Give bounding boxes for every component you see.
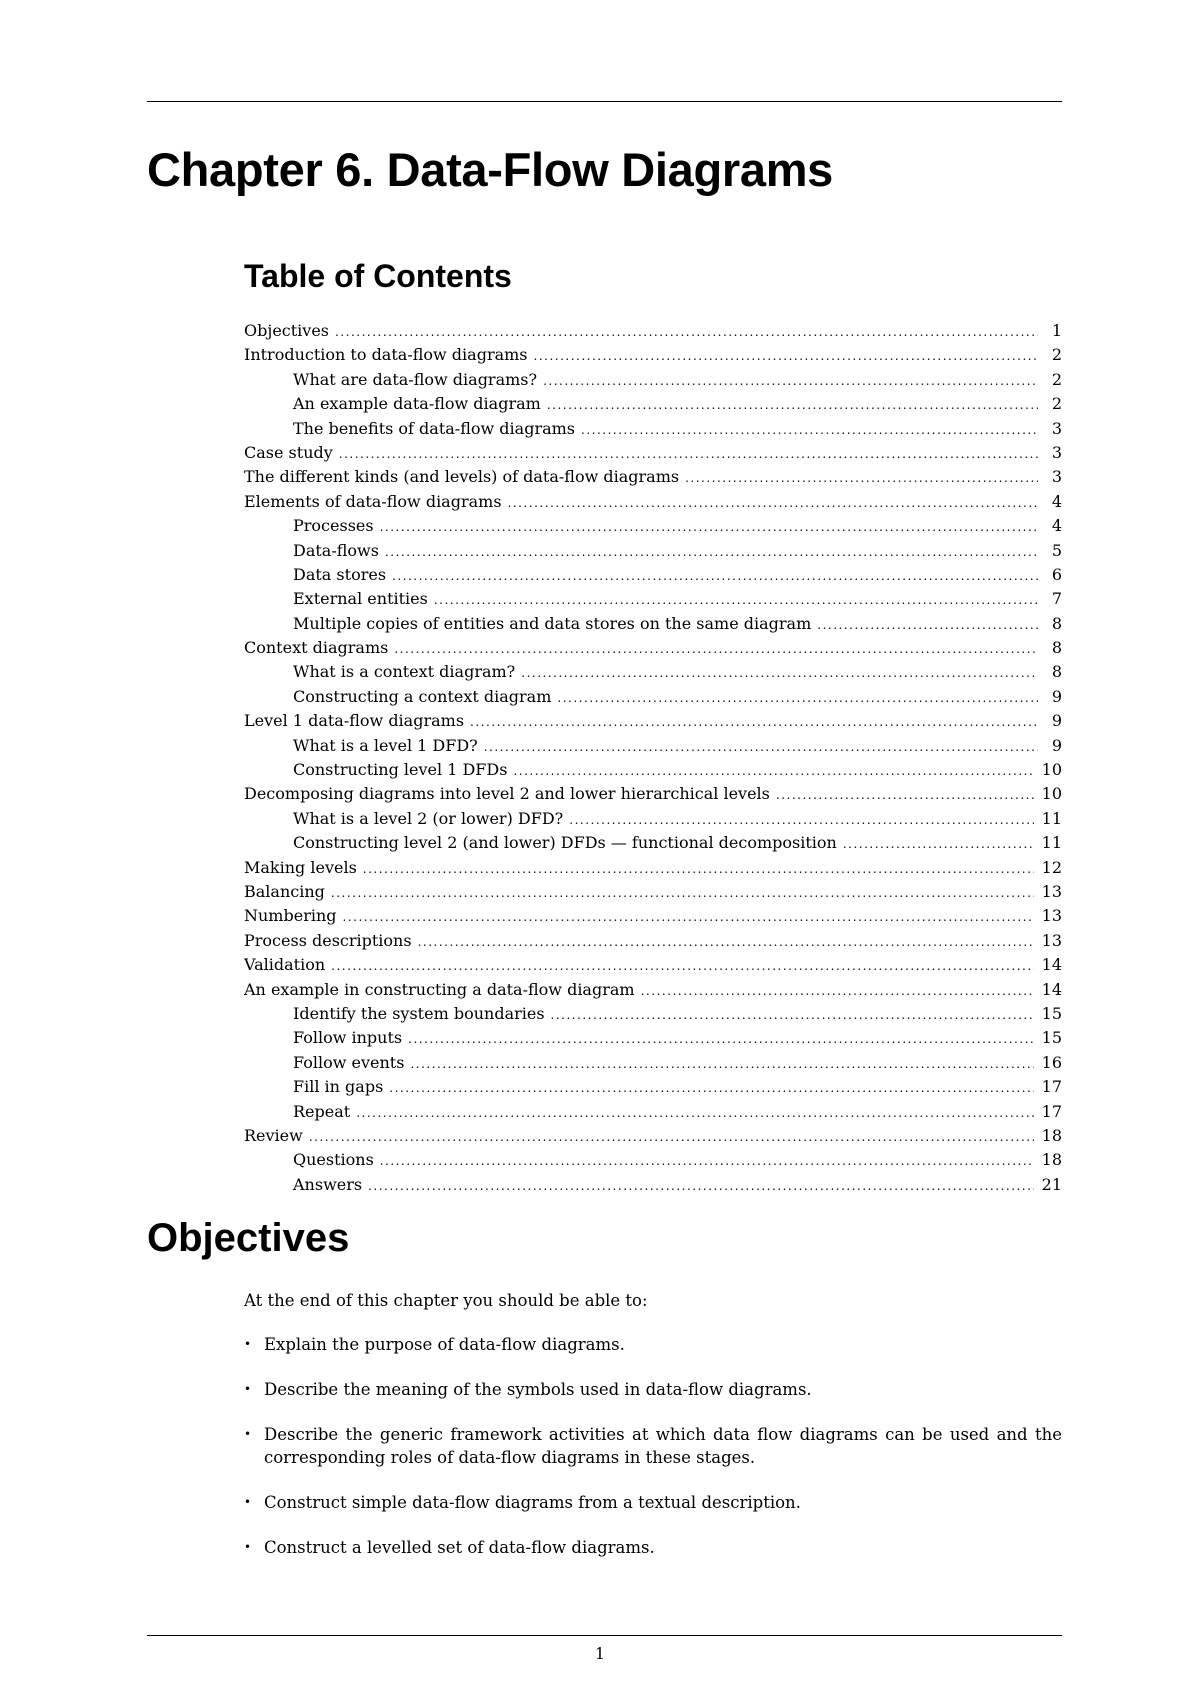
toc-entry-link[interactable]: Fill in gaps	[293, 1077, 384, 1097]
toc-entry-page[interactable]: 14	[1041, 955, 1062, 975]
toc-entry-page[interactable]: 9	[1051, 686, 1062, 706]
toc-entry-page[interactable]: 1	[1051, 321, 1062, 340]
toc-entry-page[interactable]: 18	[1041, 1125, 1062, 1145]
toc-entry[interactable]	[244, 953, 1062, 977]
toc-entry-link[interactable]: An example data-flow diagram	[293, 394, 541, 414]
toc-entry[interactable]	[244, 612, 1062, 636]
toc-dot-leader	[363, 857, 1034, 880]
objective-item	[244, 1536, 1062, 1559]
toc-entry-page[interactable]: 10	[1041, 760, 1062, 780]
toc-entry-page[interactable]: 17	[1041, 1077, 1062, 1097]
toc-dot-leader	[581, 418, 1038, 441]
toc-dot-leader	[817, 613, 1038, 636]
toc-entry-link[interactable]: Review	[244, 1125, 303, 1145]
toc-dot-leader	[685, 466, 1038, 489]
toc-heading: Table of Contents	[244, 258, 512, 294]
toc-entry-page[interactable]: 13	[1041, 930, 1062, 950]
objective-text: Describe the generic framework activities at which data flow diagrams can be used and the corresponding roles of data-flow diagrams in these stages.	[264, 1425, 1062, 1467]
toc-entry[interactable]	[244, 929, 1062, 953]
toc-entry-page[interactable]: 7	[1051, 589, 1062, 609]
toc-dot-leader	[335, 320, 1038, 343]
toc-dot-leader	[843, 832, 1034, 855]
toc-dot-leader	[385, 540, 1038, 563]
toc-entry[interactable]	[244, 490, 1062, 514]
toc-entry[interactable]	[244, 1075, 1062, 1099]
toc-dot-leader	[331, 881, 1034, 904]
toc-entry[interactable]	[244, 636, 1062, 660]
toc-entry-link[interactable]: An example in constructing a data-flow diagram	[244, 979, 635, 999]
toc-entry-link[interactable]: Level 1 data-flow diagrams	[244, 711, 465, 731]
toc-entry[interactable]	[244, 1148, 1062, 1172]
chapter-title: Chapter 6. Data-Flow Diagrams	[147, 143, 834, 196]
toc-entry[interactable]	[244, 831, 1062, 855]
toc-entry-page[interactable]: 6	[1051, 564, 1062, 584]
toc-entry-link[interactable]: What is a level 2 (or lower) DFD?	[293, 808, 564, 828]
toc-entry-page[interactable]: 14	[1041, 979, 1062, 999]
toc-entry[interactable]	[244, 1026, 1062, 1050]
toc-dot-leader	[521, 661, 1038, 684]
toc-entry-page[interactable]: 9	[1051, 711, 1062, 731]
toc-entry[interactable]	[244, 1051, 1062, 1075]
toc-entry-page[interactable]: 11	[1041, 808, 1062, 828]
toc-entry-link[interactable]: Decomposing diagrams into level 2 and lower hierarchical levels	[244, 784, 770, 804]
toc-entry-link[interactable]: Data stores	[293, 564, 387, 584]
toc-dot-leader	[513, 759, 1033, 782]
toc-entry-page[interactable]: 21	[1041, 1174, 1062, 1194]
toc-entry-link[interactable]: Answers	[293, 1174, 363, 1194]
toc-entry-link[interactable]: Validation	[244, 955, 326, 975]
toc-entry-link[interactable]: What is a level 1 DFD?	[293, 735, 478, 755]
toc-dot-leader	[368, 1174, 1034, 1197]
objectives-list	[244, 1333, 1062, 1581]
toc-entry[interactable]	[244, 807, 1062, 831]
toc-entry[interactable]	[244, 587, 1062, 611]
footer-rule	[147, 1635, 1062, 1636]
toc-entry-page[interactable]: 2	[1051, 369, 1062, 389]
toc-entry-page[interactable]: 5	[1051, 540, 1062, 560]
toc-entry[interactable]	[244, 319, 1062, 343]
toc-entry-page[interactable]: 3	[1051, 467, 1062, 487]
toc-entry-link[interactable]: The benefits of data-flow diagrams	[293, 418, 576, 438]
toc-entry-page[interactable]: 13	[1041, 906, 1062, 926]
toc-entry-page[interactable]: 8	[1051, 638, 1062, 658]
toc-dot-leader	[343, 905, 1034, 928]
bullet-icon: •	[244, 1540, 252, 1554]
objective-text: Explain the purpose of data-flow diagrams.	[264, 1335, 625, 1354]
toc-entry-link[interactable]: Balancing	[244, 881, 325, 901]
objective-text: Construct simple data-flow diagrams from a textual description.	[264, 1493, 801, 1512]
toc-entry-link[interactable]: Context diagrams	[244, 638, 389, 658]
objectives-intro: At the end of this chapter you should be able to:	[244, 1291, 648, 1310]
toc-dot-leader	[547, 393, 1038, 416]
toc-entry[interactable]	[244, 856, 1062, 880]
toc-dot-leader	[551, 1003, 1034, 1026]
toc-dot-leader	[389, 1076, 1033, 1099]
toc-entry-link[interactable]: External entities	[293, 589, 428, 609]
toc-entry-page[interactable]: 8	[1051, 662, 1062, 682]
toc-entry-link[interactable]: Multiple copies of entities and data stores on the same diagram	[293, 613, 812, 633]
toc-entry-page[interactable]: 3	[1051, 418, 1062, 438]
toc-entry[interactable]	[244, 709, 1062, 733]
toc-dot-leader	[641, 979, 1034, 1002]
toc-entry-link[interactable]: Elements of data-flow diagrams	[244, 491, 502, 511]
bullet-icon: •	[244, 1495, 252, 1509]
table-of-contents	[244, 319, 1062, 1197]
toc-entry-link[interactable]: Case study	[244, 442, 333, 462]
page-number: 1	[594, 1644, 606, 1663]
toc-entry[interactable]	[244, 465, 1062, 489]
objective-item	[244, 1423, 1062, 1469]
toc-entry-link[interactable]: Process descriptions	[244, 930, 412, 950]
toc-entry-link[interactable]: Questions	[293, 1150, 374, 1170]
toc-entry[interactable]	[244, 734, 1062, 758]
toc-entry-page[interactable]: 15	[1041, 1003, 1062, 1023]
toc-entry-link[interactable]: Repeat	[293, 1101, 351, 1121]
objective-text: Construct a levelled set of data-flow diagrams.	[264, 1538, 655, 1557]
toc-entry[interactable]	[244, 514, 1062, 538]
toc-dot-leader	[543, 369, 1038, 392]
toc-entry-link[interactable]: Follow inputs	[293, 1028, 403, 1048]
toc-entry-link[interactable]: What is a context diagram?	[293, 662, 516, 682]
toc-dot-leader	[380, 1149, 1034, 1172]
toc-entry[interactable]	[244, 1173, 1062, 1197]
toc-dot-leader	[534, 344, 1038, 367]
toc-dot-leader	[470, 710, 1038, 733]
toc-dot-leader	[434, 588, 1038, 611]
toc-entry-page[interactable]: 12	[1041, 857, 1062, 877]
toc-dot-leader	[508, 491, 1038, 514]
toc-dot-leader	[380, 515, 1038, 538]
toc-dot-leader	[394, 637, 1038, 660]
bullet-icon: •	[244, 1382, 252, 1396]
toc-dot-leader	[410, 1052, 1033, 1075]
toc-entry[interactable]	[244, 880, 1062, 904]
toc-entry-page[interactable]: 10	[1041, 784, 1062, 804]
toc-entry[interactable]	[244, 1002, 1062, 1026]
toc-entry-page[interactable]: 3	[1051, 442, 1062, 462]
toc-entry[interactable]	[244, 1124, 1062, 1148]
toc-entry-page[interactable]: 4	[1051, 516, 1062, 536]
toc-entry-link[interactable]: Processes	[293, 516, 374, 536]
toc-dot-leader	[557, 686, 1038, 709]
toc-entry[interactable]	[244, 392, 1062, 416]
toc-entry-link[interactable]: Identify the system boundaries	[293, 1003, 545, 1023]
toc-entry-page[interactable]: 11	[1041, 833, 1062, 853]
objective-text: Describe the meaning of the symbols used in data-flow diagrams.	[264, 1380, 812, 1399]
toc-entry[interactable]	[244, 782, 1062, 806]
toc-entry-link[interactable]: Constructing level 1 DFDs	[293, 760, 508, 780]
toc-dot-leader	[392, 564, 1038, 587]
toc-entry-page[interactable]: 2	[1051, 345, 1062, 365]
toc-entry[interactable]	[244, 904, 1062, 928]
toc-dot-leader	[418, 930, 1034, 953]
toc-dot-leader	[356, 1101, 1033, 1124]
toc-dot-leader	[331, 954, 1034, 977]
toc-entry-page[interactable]: 13	[1041, 881, 1062, 901]
toc-entry[interactable]	[244, 368, 1062, 392]
toc-dot-leader	[776, 783, 1034, 806]
toc-entry[interactable]	[244, 343, 1062, 367]
toc-entry[interactable]	[244, 660, 1062, 684]
toc-entry-link[interactable]: The different kinds (and levels) of data-flow diagrams	[244, 467, 680, 487]
objective-item	[244, 1491, 1062, 1514]
toc-entry-link[interactable]: Constructing a context diagram	[293, 686, 552, 706]
toc-entry-link[interactable]: Numbering	[244, 906, 337, 926]
toc-entry[interactable]	[244, 978, 1062, 1002]
toc-entry[interactable]	[244, 417, 1062, 441]
bullet-icon: •	[244, 1337, 252, 1351]
objective-item	[244, 1333, 1062, 1356]
toc-entry[interactable]	[244, 563, 1062, 587]
toc-entry-link[interactable]: Objectives	[244, 321, 330, 340]
toc-entry-link[interactable]: What are data-flow diagrams?	[293, 369, 538, 389]
toc-entry[interactable]	[244, 441, 1062, 465]
toc-entry-page[interactable]: 16	[1041, 1052, 1062, 1072]
toc-entry-page[interactable]: 18	[1041, 1150, 1062, 1170]
toc-dot-leader	[339, 442, 1038, 465]
toc-entry-page[interactable]: 4	[1051, 491, 1062, 511]
toc-entry[interactable]	[244, 539, 1062, 563]
toc-entry[interactable]	[244, 1100, 1062, 1124]
toc-entry-link[interactable]: Data-flows	[293, 540, 379, 560]
toc-dot-leader	[484, 735, 1038, 758]
header-rule	[147, 101, 1062, 102]
toc-entry-page[interactable]: 8	[1051, 613, 1062, 633]
toc-entry-page[interactable]: 17	[1041, 1101, 1062, 1121]
toc-dot-leader	[408, 1027, 1034, 1050]
toc-entry-link[interactable]: Constructing level 2 (and lower) DFDs — functional decomposition	[293, 833, 837, 853]
toc-entry-page[interactable]: 2	[1051, 394, 1062, 414]
objectives-heading: Objectives	[147, 1216, 350, 1260]
toc-entry-link[interactable]: Introduction to data-flow diagrams	[244, 345, 528, 365]
toc-entry[interactable]	[244, 685, 1062, 709]
toc-entry-link[interactable]: Follow events	[293, 1052, 405, 1072]
bullet-icon: •	[244, 1427, 252, 1441]
toc-entry-link[interactable]: Making levels	[244, 857, 357, 877]
toc-dot-leader	[309, 1125, 1034, 1148]
toc-dot-leader	[569, 808, 1033, 831]
toc-entry-page[interactable]: 9	[1051, 735, 1062, 755]
objective-item	[244, 1378, 1062, 1401]
toc-entry-page[interactable]: 15	[1041, 1028, 1062, 1048]
toc-entry[interactable]	[244, 758, 1062, 782]
